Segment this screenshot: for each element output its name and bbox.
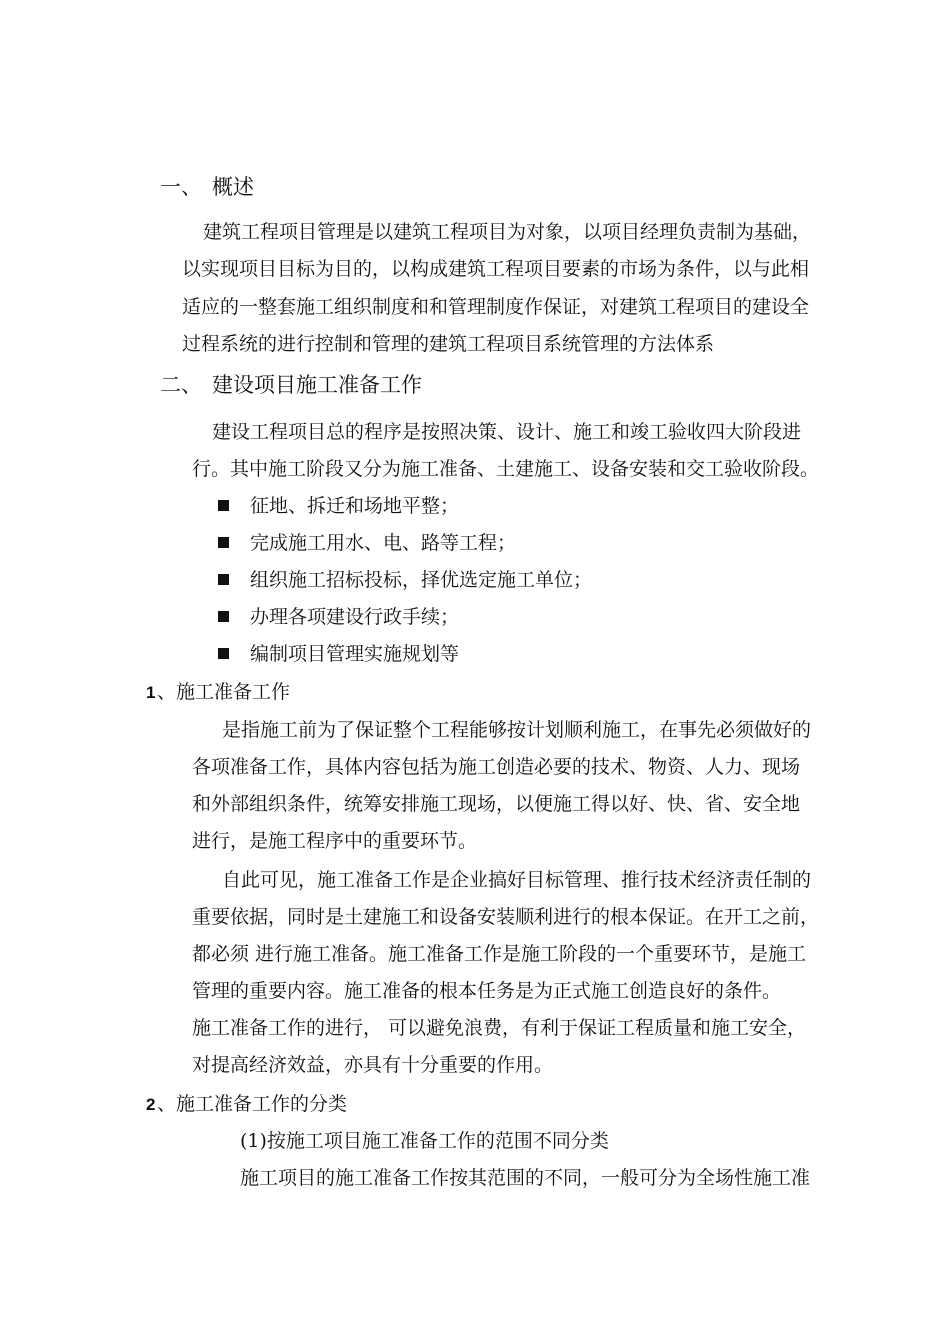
bullet-item: 组织施工招标投标，择优选定施工单位； bbox=[250, 569, 593, 591]
section1-line: 建筑工程项目管理是以建筑工程项目为对象，以项目经理负责制为基础， bbox=[203, 221, 812, 243]
section2-line: 建设工程项目总的程序是按照决策、设计、施工和竣工验收四大阶段进 bbox=[212, 421, 802, 443]
bullet-item: 完成施工用水、电、路等工程； bbox=[250, 532, 517, 554]
subsection2-number: 2 bbox=[146, 1095, 156, 1114]
square-bullet-icon bbox=[218, 648, 229, 659]
square-bullet-icon bbox=[218, 574, 229, 585]
subsection1-para1-line: 和外部组织条件，统筹安排施工现场，以便施工得以好、快、省、安全地 bbox=[192, 793, 801, 815]
subsection1-title: 、施工准备工作 bbox=[157, 681, 291, 703]
subsection1-para2-line: 对提高经济效益，亦具有十分重要的作用。 bbox=[192, 1054, 554, 1076]
section1-marker: 一、 bbox=[160, 175, 202, 199]
section1-title: 概述 bbox=[212, 175, 254, 199]
section2-marker: 二、 bbox=[160, 373, 202, 397]
bullet-item: 办理各项建设行政手续； bbox=[250, 606, 460, 628]
square-bullet-icon bbox=[218, 500, 229, 511]
section1-line: 过程系统的进行控制和管理的建筑工程项目系统管理的方法体系 bbox=[182, 333, 715, 355]
subsection1-number: 1 bbox=[146, 683, 156, 702]
section1-line: 以实现项目目标为目的，以构成建筑工程项目要素的市场为条件，以与此相 bbox=[182, 258, 810, 280]
subsection1-para2-line: 都必须 进行施工准备。施工准备工作是施工阶段的一个重要环节，是施工 bbox=[192, 943, 807, 965]
bullet-item: 编制项目管理实施规划等 bbox=[250, 643, 460, 665]
subsection2-item: (1)按施工项目施工准备工作的范围不同分类 bbox=[240, 1130, 609, 1152]
section1-line: 适应的一整套施工组织制度和和管理制度作保证，对建筑工程项目的建设全 bbox=[182, 296, 810, 318]
subsection2-title: 、施工准备工作的分类 bbox=[157, 1093, 348, 1115]
section2-title: 建设项目施工准备工作 bbox=[212, 373, 422, 397]
subsection1-para1-line: 是指施工前为了保证整个工程能够按计划顺利施工，在事先必须做好的 bbox=[222, 719, 812, 741]
subsection1-para1-line: 各项准备工作，具体内容包括为施工创造必要的技术、物资、人力、现场 bbox=[192, 756, 801, 778]
subsection2-line: 施工项目的施工准备工作按其范围的不同，一般可分为全场性施工准 bbox=[240, 1167, 811, 1189]
subsection1-para2-line: 施工准备工作的进行， 可以避免浪费，有利于保证工程质量和施工安全， bbox=[192, 1017, 807, 1039]
subsection1-para1-line: 进行，是施工程序中的重要环节。 bbox=[192, 830, 478, 852]
subsection1-para2-line: 重要依据，同时是土建施工和设备安装顺利进行的根本保证。在开工之前， bbox=[192, 906, 820, 928]
square-bullet-icon bbox=[218, 537, 229, 548]
subsection1-para2-line: 管理的重要内容。施工准备的根本任务是为正式施工创造良好的条件。 bbox=[192, 980, 782, 1002]
section2-line: 行。其中施工阶段又分为施工准备、土建施工、设备安装和交工验收阶段。 bbox=[192, 458, 820, 480]
bullet-item: 征地、拆迁和场地平整； bbox=[250, 495, 460, 517]
square-bullet-icon bbox=[218, 611, 229, 622]
subsection1-para2-line: 自此可见，施工准备工作是企业搞好目标管理、推行技术经济责任制的 bbox=[222, 869, 812, 891]
